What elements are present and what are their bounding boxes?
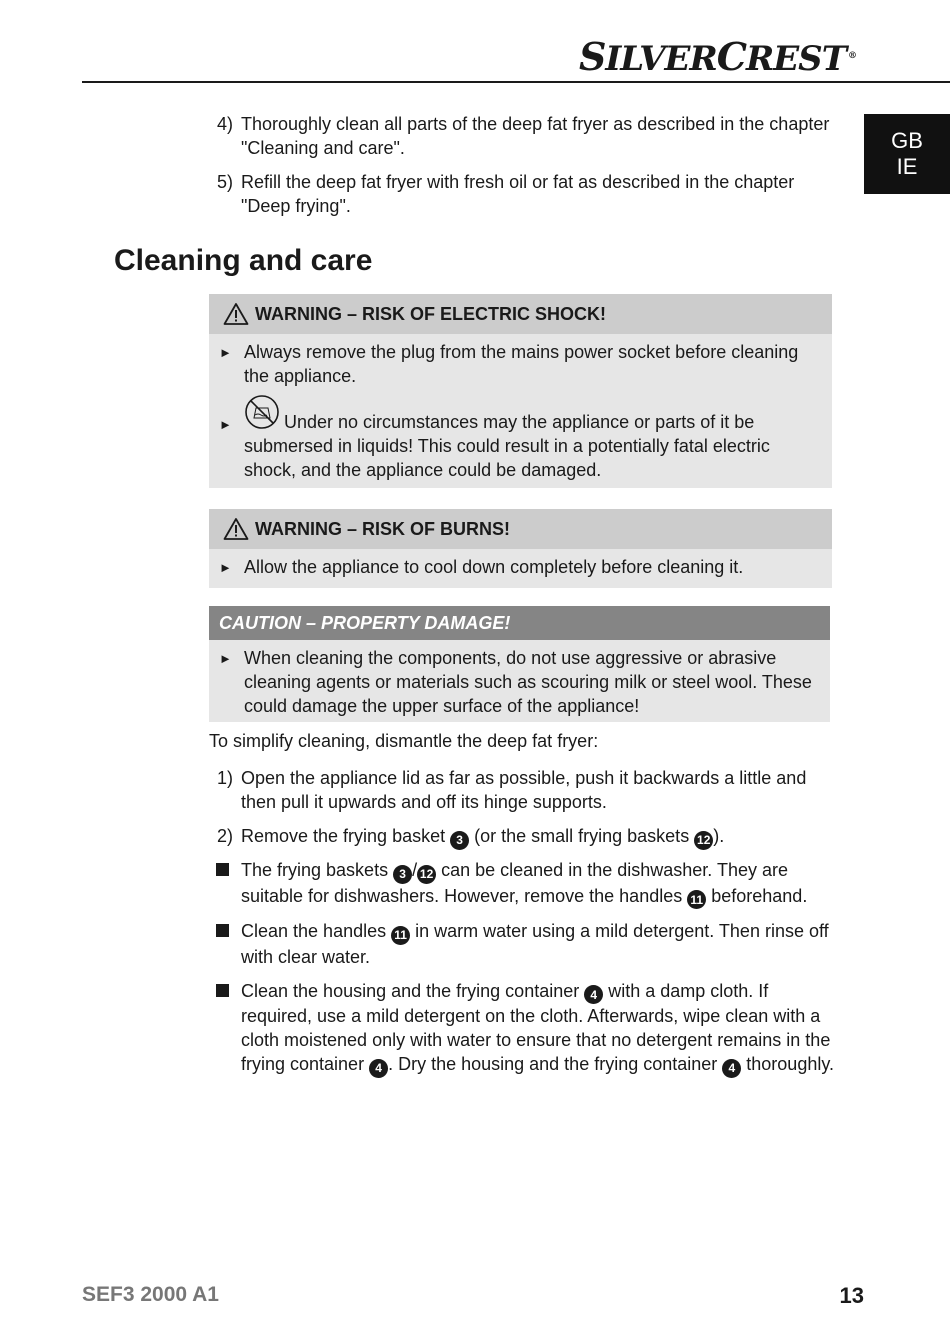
list-item: 4) Thoroughly clean all parts of the deep fat fryer as described in the chapter "Cleaning and care".: [216, 114, 830, 158]
dismantle-steps: [208, 766, 838, 860]
arrow-bullet-icon: ►: [219, 560, 232, 575]
lang-code-ie: IE: [896, 154, 918, 179]
list-item: 5) Refill the deep fat fryer with fresh oil or fat as described in the chapter "Deep frying".: [216, 172, 795, 216]
section-title: Cleaning and care: [114, 244, 373, 277]
square-bullet-icon: [208, 979, 241, 1078]
caution-property-damage: [209, 606, 830, 722]
bullet-item: ► Allow the appliance to cool down completely before cleaning it.: [209, 549, 832, 588]
square-bullet-icon: [208, 858, 241, 909]
bullet-item: ► When cleaning the components, do not use aggressive or abrasive cleaning agents or materials such as scouring milk or steel wool. These could damage the upper surface of the appliance!: [219, 648, 812, 716]
lang-code-gb: GB: [891, 128, 923, 153]
list-item: The frying baskets 3 / 12 can be cleaned in the dishwasher. They are suitable for dishwashers. However, remove the handles 11 beforehand.: [208, 858, 838, 909]
arrow-bullet-icon: ►: [219, 651, 232, 666]
ref-number-badge: 12: [417, 865, 436, 884]
square-bullet-icon: [208, 919, 241, 969]
silvercrest-logo: SILVERCREST ®: [578, 34, 856, 79]
warning-triangle-icon: [223, 302, 249, 326]
warning-burns: [209, 509, 832, 588]
caution-header: CAUTION – PROPERTY DAMAGE!: [209, 606, 830, 640]
page-number: 13: [839, 1283, 864, 1308]
header-rule: [82, 81, 950, 83]
arrow-bullet-icon: ►: [219, 417, 232, 432]
intro-text: To simplify cleaning, dismantle the deep fat fryer:: [209, 731, 599, 751]
language-tab: [864, 114, 950, 194]
ref-number-badge: 4: [722, 1059, 741, 1078]
ref-number-badge: 4: [584, 985, 603, 1004]
warning-header: WARNING – RISK OF BURNS!: [209, 509, 832, 549]
list-item: 1) Open the appliance lid as far as possible, push it backwards a little and then pull it upwards and off its hinge supports.: [216, 768, 807, 812]
previous-steps: [208, 112, 838, 228]
arrow-bullet-icon: ►: [219, 345, 232, 360]
list-item: Clean the housing and the frying container 4 with a damp cloth. If required, use a mild detergent on the cloth. Afterwards, wipe clean with a cloth moistened only with water to ensure that no detergent remains in the frying container 4 . Dry the housing and the frying container 4 thoroughly.: [208, 979, 838, 1078]
ref-number-badge: 11: [391, 926, 410, 945]
ref-number-badge: 12: [694, 831, 713, 850]
warning-header: WARNING – RISK OF ELECTRIC SHOCK!: [209, 294, 832, 334]
ref-number-badge: 4: [369, 1059, 388, 1078]
bullet-item: ► Under no circumstances may the appliance or parts of it be submersed in liquids! This could result in a potentially fatal electric shock, and the appliance could be damaged.: [209, 392, 832, 488]
ref-number-badge: 3: [393, 865, 412, 884]
warning-triangle-icon: [223, 517, 249, 541]
ref-number-badge: 3: [450, 831, 469, 850]
list-item: Clean the handles 11 in warm water using a mild detergent. Then rinse off with clear water.: [208, 919, 838, 969]
ref-number-badge: 11: [687, 890, 706, 909]
warning-electric-shock: [209, 294, 832, 488]
model-number: SEF3 2000 A1: [82, 1283, 219, 1306]
list-item: 2) Remove the frying basket 3 (or the small frying baskets 12 ).: [208, 824, 838, 850]
no-submerse-icon: [244, 394, 280, 430]
bullet-item: ► Always remove the plug from the mains power socket before cleaning the appliance.: [219, 342, 799, 386]
cleaning-notes: [208, 858, 838, 1088]
